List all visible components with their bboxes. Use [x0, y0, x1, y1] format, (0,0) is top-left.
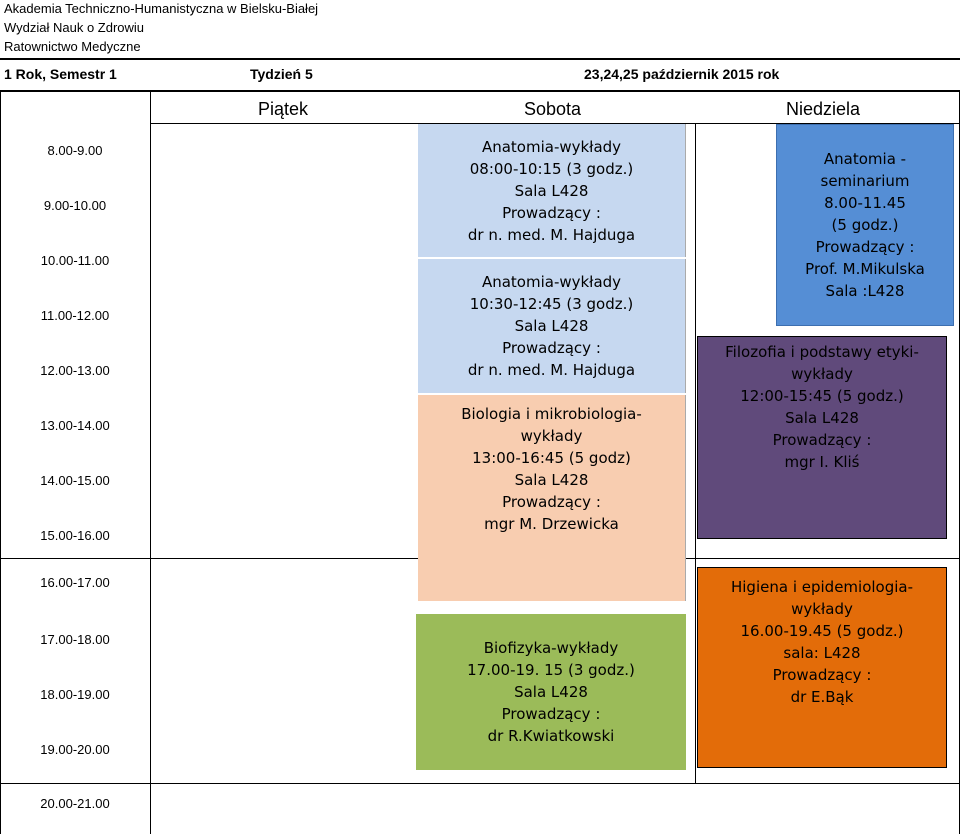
- event-line: sala: L428: [783, 644, 861, 662]
- day-header-sunday: Niedziela: [786, 99, 861, 119]
- event-line: 10:30-12:45 (3 godz.): [469, 295, 634, 313]
- event-line: Higiena i epidemiologia-: [730, 578, 914, 596]
- event-line: Biofizyka-wykłady: [483, 639, 619, 657]
- event-anatomy-seminar[interactable]: [776, 124, 954, 326]
- event-line: 8.00-11.45: [824, 194, 906, 212]
- event-line: Prowadzący :: [772, 431, 872, 449]
- event-line: mgr I. Kliś: [784, 453, 860, 471]
- event-philosophy-lecture[interactable]: [697, 336, 947, 539]
- event-line: Biologia i mikrobiologia-: [461, 405, 642, 423]
- event-line: dr R.Kwiatkowski: [487, 727, 615, 745]
- event-line: Anatomia-wykłady: [481, 137, 622, 156]
- time-slot: 9.00-10.00: [43, 198, 107, 213]
- dates-label: 23,24,25 październik 2015 rok: [584, 66, 780, 82]
- event-line: 12:00-15:45 (5 godz.): [740, 387, 904, 405]
- event-line: 17.00-19. 15 (3 godz.): [467, 661, 635, 679]
- event-line: Sala :L428: [825, 282, 905, 300]
- event-biophysics-lecture[interactable]: [416, 614, 686, 770]
- event-line: Prowadzący :: [502, 203, 601, 222]
- week-label: Tydzień 5: [250, 66, 313, 82]
- event-line: Prowadzący :: [501, 705, 601, 723]
- event-line: Sala L428: [514, 471, 589, 489]
- time-slot: 15.00-16.00: [40, 528, 110, 543]
- event-line: Sala L428: [785, 409, 859, 427]
- event-line: wykłady: [791, 600, 853, 618]
- event-line: wykłady: [791, 365, 853, 383]
- event-line: Filozofia i podstawy etyki-: [725, 343, 919, 361]
- day-header-friday: Piątek: [258, 99, 309, 119]
- event-anatomy-lecture-1[interactable]: [418, 124, 686, 257]
- event-line: Prof. M.Mikulska: [805, 260, 925, 278]
- time-slot: 17.00-18.00: [40, 632, 110, 647]
- event-line: Prowadzący :: [815, 238, 915, 256]
- time-slot: 12.00-13.00: [40, 363, 110, 378]
- day-header-saturday: Sobota: [524, 99, 582, 119]
- event-line: (5 godz.): [831, 216, 899, 234]
- event-biology-lecture[interactable]: [418, 395, 686, 601]
- info-band: [0, 58, 960, 92]
- event-line: dr E.Bąk: [790, 688, 854, 706]
- time-slot: 16.00-17.00: [40, 575, 110, 590]
- time-column-divider: [150, 92, 151, 834]
- event-anatomy-lecture-2[interactable]: [418, 259, 686, 393]
- university-name: Akademia Techniczno-Humanistyczna w Bielsku-Białej: [4, 1, 319, 16]
- event-line: Sala L428: [514, 181, 589, 200]
- time-slot: 11.00-12.00: [40, 308, 110, 323]
- evening-divider: [0, 783, 960, 784]
- day-column-divider: [695, 123, 696, 783]
- event-line: dr n. med. M. Hajduga: [467, 361, 636, 379]
- time-slot: 8.00-9.00: [47, 143, 103, 158]
- event-line: 16.00-19.45 (5 godz.): [740, 622, 904, 640]
- event-line: Sala L428: [514, 683, 588, 701]
- year-semester: 1 Rok, Semestr 1: [4, 66, 117, 82]
- event-line: 08:00-10:15 (3 godz.): [469, 159, 634, 178]
- event-line: Anatomia-wykłady: [481, 273, 622, 291]
- time-slot: 13.00-14.00: [40, 418, 110, 433]
- event-line: seminarium: [820, 172, 910, 190]
- time-slot: 14.00-15.00: [40, 473, 110, 488]
- event-line: Prowadzący :: [502, 339, 601, 357]
- event-line: wykłady: [520, 427, 583, 445]
- time-slot: 18.00-19.00: [40, 687, 110, 702]
- event-line: Sala L428: [514, 317, 589, 335]
- event-line: mgr M. Drzewicka: [484, 515, 619, 533]
- program-name: Ratownictwo Medyczne: [4, 39, 141, 54]
- event-line: Prowadzący :: [502, 493, 601, 511]
- event-line: Anatomia -: [823, 150, 907, 168]
- faculty-name: Wydział Nauk o Zdrowiu: [4, 20, 145, 35]
- event-hygiene-lecture[interactable]: [697, 567, 947, 768]
- event-line: Prowadzący :: [772, 666, 872, 684]
- time-slot: 20.00-21.00: [40, 796, 110, 811]
- event-line: dr n. med. M. Hajduga: [467, 225, 636, 244]
- time-slot: 10.00-11.00: [40, 253, 110, 268]
- time-slot: 19.00-20.00: [40, 742, 110, 757]
- event-line: 13:00-16:45 (5 godz): [472, 449, 631, 467]
